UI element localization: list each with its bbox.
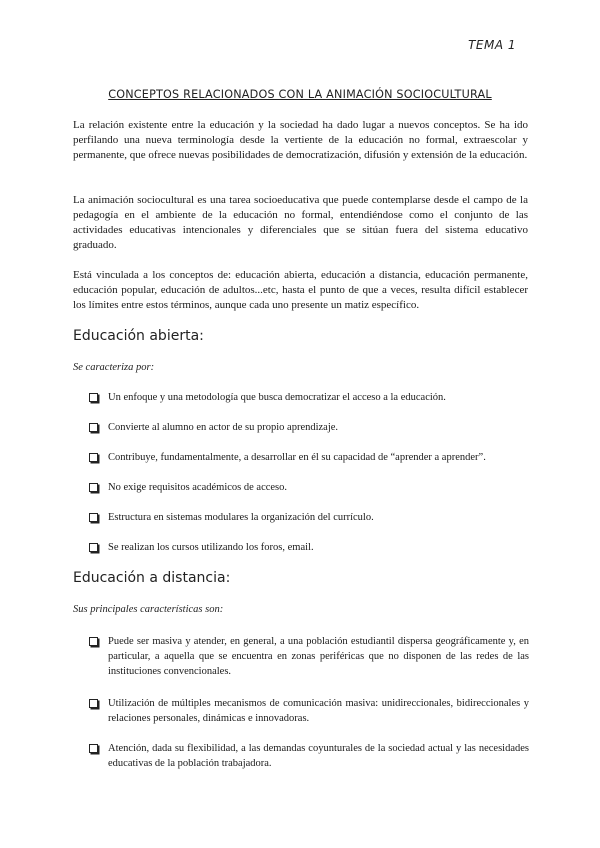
list-item: Puede ser masiva y atender, en general, a una población estudiantil dispersa geográficamente y, en particular, a aquella que se encuentra en zonas periféricas que no disponen de las redes de las instituciones convencionales. <box>89 634 529 679</box>
list-item: Estructura en sistemas modulares la organización del currículo. <box>89 510 529 525</box>
checkbox-bullet-icon <box>89 513 98 522</box>
checkbox-bullet-icon <box>89 744 98 753</box>
checkbox-bullet-icon <box>89 453 98 462</box>
list-item: Convierte al alumno en actor de su propio aprendizaje. <box>89 420 529 435</box>
list-item: Atención, dada su flexibilidad, a las demandas coyunturales de la sociedad actual y las necesidades educativas de la población trabajadora. <box>89 741 529 771</box>
checkbox-bullet-icon <box>89 483 98 492</box>
section-subheading: Se caracteriza por: <box>73 362 155 373</box>
checkbox-bullet-icon <box>89 637 98 646</box>
list-item: Contribuye, fundamentalmente, a desarrollar en él su capacidad de “aprender a aprender”. <box>89 450 529 465</box>
list-item: No exige requisitos académicos de acceso. <box>89 480 529 495</box>
intro-paragraph-3: Está vinculada a los conceptos de: educación abierta, educación a distancia, educación permanente, educación popular, educación de adultos...etc, hasta el punto de que a veces, resulta difícil establecer los límites entre estos términos, aunque cada uno presente un matiz específico. <box>73 269 528 311</box>
checkbox-bullet-icon <box>89 393 98 402</box>
intro-paragraph-2: La animación sociocultural es una tarea socioeducativa que puede contemplarse desde el campo de la pedagogía en el ambiente de la educación no formal, entendiéndose como el conjunto de las actividades educativas intencionales y diferenciales que se sitúan fuera del sistema educativo graduado. <box>73 194 528 251</box>
list-item: Utilización de múltiples mecanismos de comunicación masiva: unidireccionales, bidireccionales y relaciones personales, dinámicas e innovadoras. <box>89 696 529 726</box>
checkbox-bullet-icon <box>89 699 98 708</box>
checkbox-bullet-icon <box>89 543 98 552</box>
list-item: Se realizan los cursos utilizando los foros, email. <box>89 540 529 555</box>
list-item: Un enfoque y una metodología que busca democratizar el acceso a la educación. <box>89 390 529 405</box>
section-subheading: Sus principales características son: <box>73 604 224 615</box>
checkbox-bullet-icon <box>89 423 98 432</box>
section-heading-educacion-abierta: Educación abierta: <box>73 328 204 344</box>
section-heading-educacion-distancia: Educación a distancia: <box>73 570 231 586</box>
page-title: CONCEPTOS RELACIONADOS CON LA ANIMACIÓN SOCIOCULTURAL <box>108 88 492 101</box>
topic-label: TEMA 1 <box>468 38 516 52</box>
intro-paragraph-1: La relación existente entre la educación y la sociedad ha dado lugar a nuevos conceptos. Se ha ido perfilando una nueva terminología desde la vertiente de la educación no formal, extraescolar y permanente, que ofrece nuevas posibilidades de democratización, difusión y extensión de la educación. <box>73 119 528 161</box>
